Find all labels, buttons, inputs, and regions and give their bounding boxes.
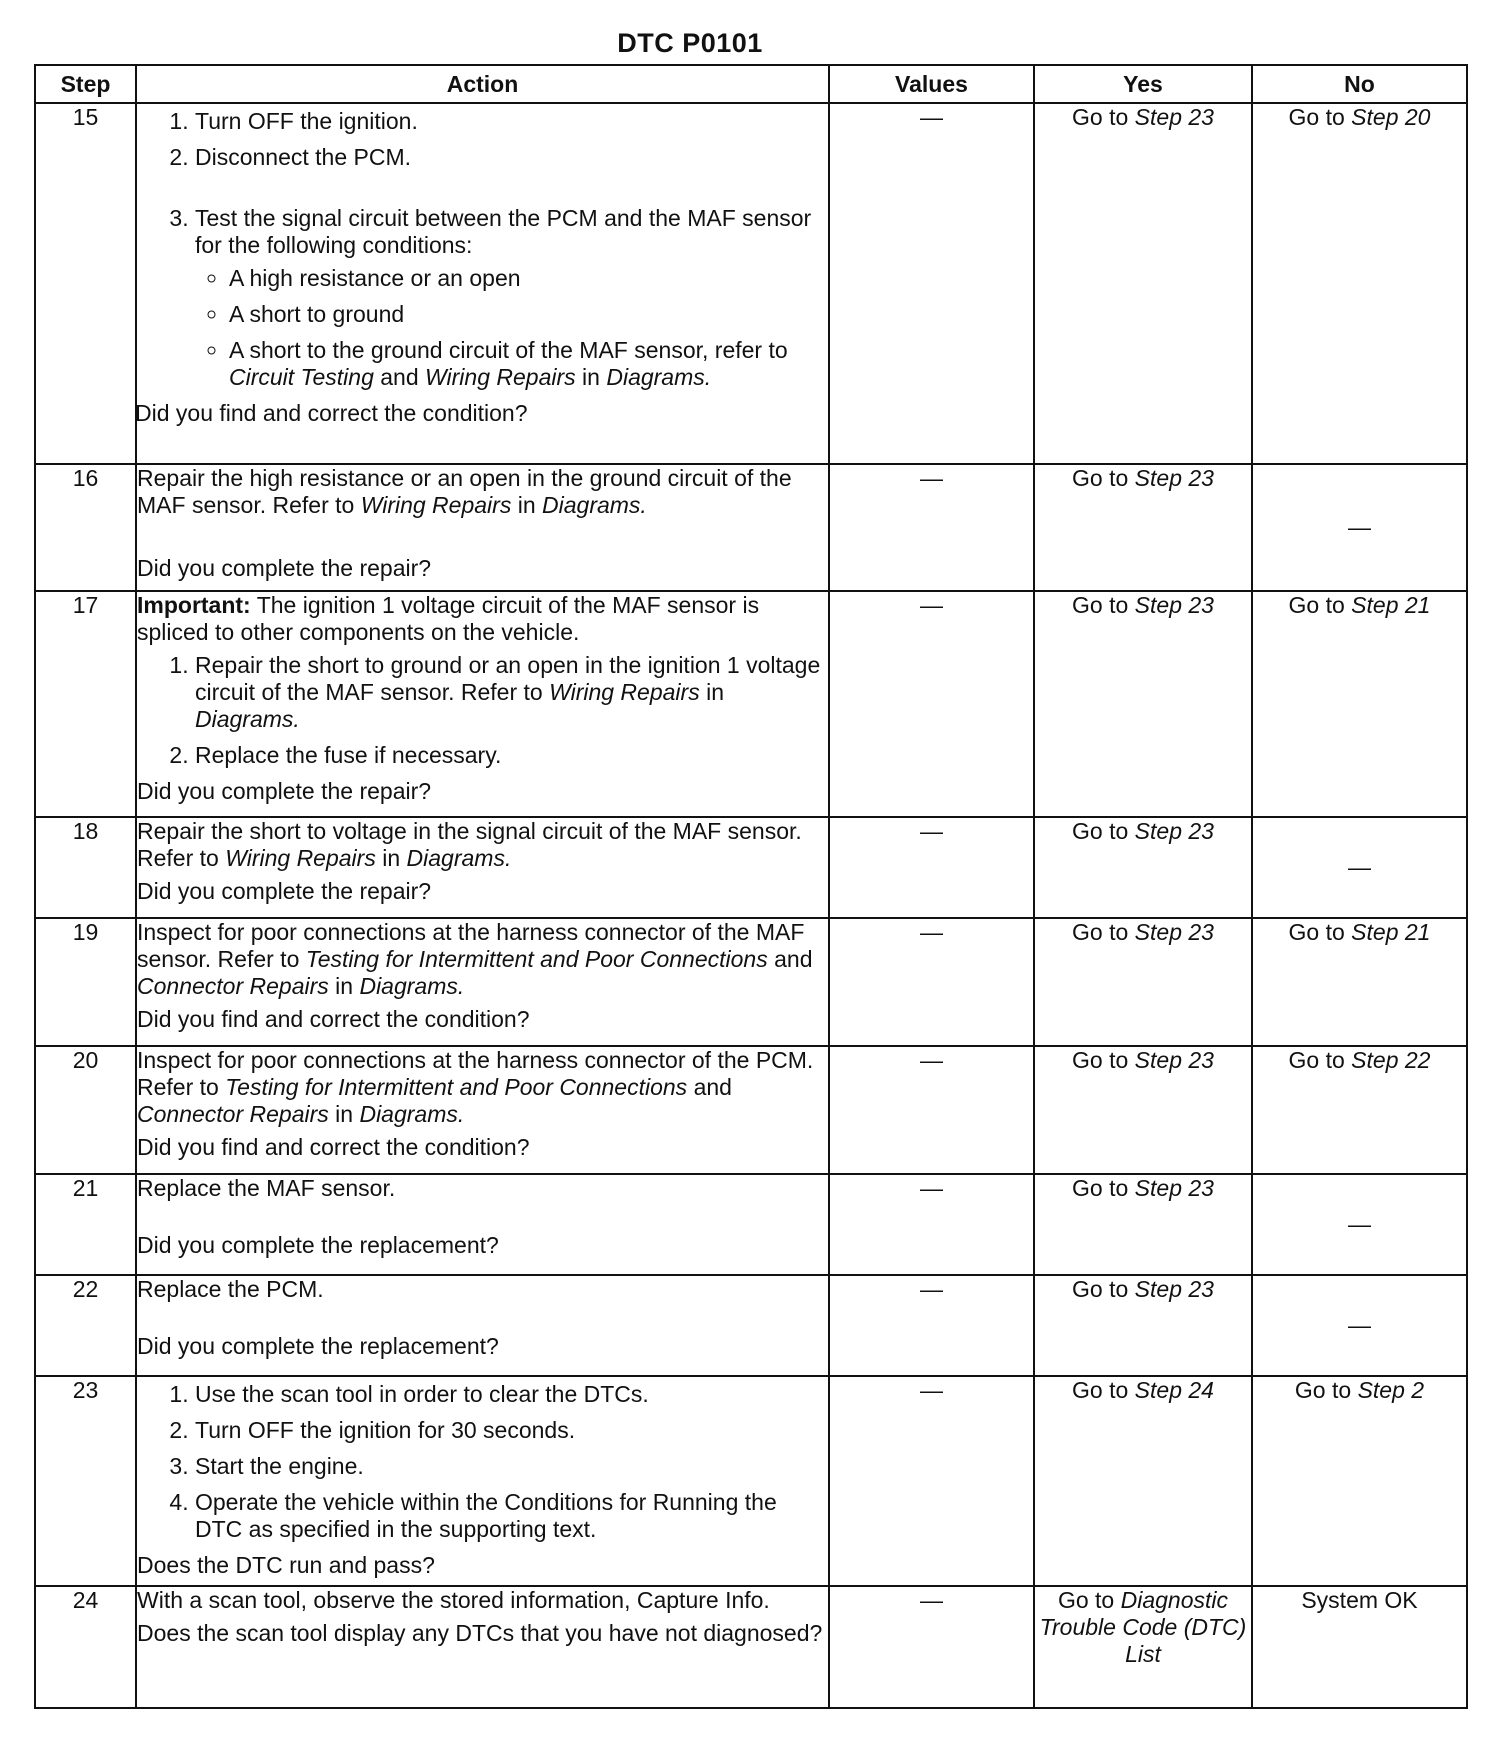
condition-ref-text: and [373, 364, 426, 390]
action-step: 4. Operate the vehicle within the Conditions for Running the DTC as specified in the supporting text. [195, 1489, 828, 1543]
step-number: 16 [35, 464, 136, 591]
action-cell [136, 103, 829, 464]
action-step: 2. Replace the fuse if necessary. [195, 742, 828, 769]
action-text-part: in [699, 679, 724, 705]
action-steps [137, 108, 828, 391]
yes-step-ref: Step 23 [1134, 104, 1214, 130]
action-text: With a scan tool, observe the stored information, Capture Info. [137, 1587, 770, 1613]
action-question: Does the scan tool display any DTCs that you have not diagnosed? [137, 1620, 823, 1646]
action-steps [137, 652, 828, 769]
step-number: 24 [35, 1586, 136, 1708]
yes-cell [1034, 1046, 1252, 1174]
action-question: Does the DTC run and pass? [137, 1552, 435, 1578]
wiring-repairs-ref: Wiring Repairs [225, 845, 376, 871]
table-row [35, 1046, 1467, 1174]
yes-step-ref: Step 23 [1134, 1276, 1214, 1302]
action-step [195, 652, 828, 733]
yes-prefix: Go to [1072, 818, 1135, 844]
no-step-ref: Step 2 [1357, 1377, 1425, 1403]
action-cell [136, 918, 829, 1046]
action-steps [137, 1381, 828, 1543]
wiring-repairs-ref: Wiring Repairs [360, 492, 512, 518]
yes-cell [1034, 1586, 1252, 1708]
wiring-repairs-ref: Wiring Repairs [425, 364, 576, 390]
yes-step-ref: Step 24 [1134, 1377, 1214, 1403]
no-prefix: Go to [1288, 1047, 1352, 1073]
action-cell [136, 1586, 829, 1708]
no-step-ref: Step 22 [1351, 1047, 1431, 1073]
action-text-part: Inspect for poor connections at the harness connector of the MAF sensor. Refer to [137, 919, 805, 972]
action-text-part: in [511, 492, 543, 518]
yes-step-ref: Step 23 [1134, 818, 1214, 844]
action-step: 1. Use the scan tool in order to clear the DTCs. [195, 1381, 828, 1408]
step-number: 15 [35, 103, 136, 464]
yes-cell [1034, 591, 1252, 817]
action-text [137, 465, 828, 519]
step-number: 19 [35, 918, 136, 1046]
wiring-repairs-ref: Wiring Repairs [549, 679, 700, 705]
action-text-part: and [687, 1074, 732, 1100]
action-cell [136, 591, 829, 817]
testing-intermittent-ref: Testing for Intermittent and Poor Connections [225, 1074, 688, 1100]
values-cell: — [829, 1275, 1034, 1376]
action-step [195, 205, 828, 391]
action-question: Did you complete the repair? [137, 878, 432, 904]
condition-ref-text: refer to [714, 337, 788, 363]
yes-prefix: Go to [1072, 465, 1135, 491]
action-text: Replace the PCM. [137, 1276, 324, 1302]
table-row [35, 103, 1467, 464]
action-text [137, 818, 828, 872]
no-cell [1252, 591, 1467, 817]
condition-item: ◦ A short to ground [229, 301, 828, 328]
condition-text: A short to the ground circuit of the MAF sensor, [229, 337, 709, 363]
connector-repairs-ref: Connector Repairs [137, 1101, 329, 1127]
step-number: 23 [35, 1376, 136, 1586]
dtc-table [34, 64, 1468, 1709]
no-cell: — [1252, 1275, 1467, 1376]
yes-step-ref: Step 23 [1134, 1047, 1214, 1073]
yes-prefix: Go to [1072, 1047, 1135, 1073]
diagrams-ref: Diagrams. [195, 706, 300, 732]
no-cell [1252, 103, 1467, 464]
action-cell [136, 1275, 829, 1376]
values-cell: — [829, 918, 1034, 1046]
no-prefix: Go to [1288, 919, 1352, 945]
no-cell: — [1252, 817, 1467, 918]
values-cell: — [829, 1586, 1034, 1708]
action-text-part: in [375, 845, 407, 871]
step-number: 20 [35, 1046, 136, 1174]
important-label: Important: [137, 592, 251, 618]
no-cell: — [1252, 1174, 1467, 1275]
table-row [35, 591, 1467, 817]
no-prefix: Go to [1288, 592, 1352, 618]
step-number: 22 [35, 1275, 136, 1376]
connector-repairs-ref: Connector Repairs [137, 973, 329, 999]
table-row [35, 1586, 1467, 1708]
no-step-ref: Step 21 [1351, 592, 1431, 618]
yes-prefix: Go to [1072, 1377, 1135, 1403]
header-yes: Yes [1034, 65, 1252, 103]
values-cell: — [829, 817, 1034, 918]
yes-cell [1034, 1376, 1252, 1586]
yes-step-ref: Step 23 [1134, 1175, 1214, 1201]
yes-prefix: Go to [1072, 919, 1135, 945]
testing-intermittent-ref: Testing for Intermittent and Poor Connections [305, 946, 768, 972]
yes-step-ref: Step 23 [1134, 592, 1214, 618]
diagrams-ref: Diagrams. [359, 1101, 465, 1127]
action-question: Did you find and correct the condition? [137, 1134, 530, 1160]
action-cell [136, 464, 829, 591]
action-step-text: Test the signal circuit between the PCM and the MAF sensor for the following conditions: [195, 205, 812, 258]
action-cell [136, 817, 829, 918]
no-cell: System OK [1252, 1586, 1467, 1708]
important-text: The ignition 1 voltage circuit of the MAF sensor is spliced to other components on the vehicle. [137, 592, 760, 645]
header-values: Values [829, 65, 1034, 103]
action-question: Did you complete the replacement? [137, 1333, 499, 1359]
diagrams-ref: Diagrams. [542, 492, 647, 518]
yes-prefix: Go to [1072, 592, 1135, 618]
yes-step-ref: Step 23 [1134, 465, 1214, 491]
action-text [137, 1047, 828, 1128]
yes-cell [1034, 1174, 1252, 1275]
values-cell: — [829, 1174, 1034, 1275]
yes-step-ref: Step 23 [1134, 919, 1214, 945]
table-row [35, 1376, 1467, 1586]
yes-prefix: Go to [1057, 1587, 1121, 1613]
header-row [35, 65, 1467, 103]
no-step-ref: Step 21 [1351, 919, 1431, 945]
yes-prefix: Go to [1072, 1276, 1135, 1302]
yes-dtc-list-ref: Diagnostic Trouble Code (DTC) List [1039, 1587, 1247, 1667]
action-step: 1. Turn OFF the ignition. [195, 108, 828, 135]
action-text-part: in [328, 1101, 360, 1127]
table-row [35, 1275, 1467, 1376]
header-action: Action [136, 65, 829, 103]
yes-cell [1034, 103, 1252, 464]
diagrams-ref: Diagrams. [359, 973, 465, 999]
yes-cell [1034, 918, 1252, 1046]
action-text-part: Repair the short to voltage in the signal circuit of the MAF sensor. Refer to [137, 818, 802, 871]
step-number: 18 [35, 817, 136, 918]
condition-list [195, 265, 828, 391]
yes-cell [1034, 464, 1252, 591]
no-cell [1252, 1046, 1467, 1174]
action-step: 2. Turn OFF the ignition for 30 seconds. [195, 1417, 828, 1444]
condition-ref-text: in [575, 364, 607, 390]
action-text-part: and [767, 946, 813, 972]
yes-prefix: Go to [1072, 104, 1135, 130]
action-text-part: Repair the short to ground or an open in the ignition 1 voltage circuit of the MAF sensor. Refer to [195, 652, 821, 705]
action-text-part: in [328, 973, 360, 999]
table-row [35, 1174, 1467, 1275]
header-step: Step [35, 65, 136, 103]
step-number: 17 [35, 591, 136, 817]
action-question: Did you find and correct the condition? [135, 400, 528, 426]
action-step: 3. Start the engine. [195, 1453, 828, 1480]
action-text [137, 919, 828, 1000]
no-prefix: Go to [1294, 1377, 1358, 1403]
table-row [35, 918, 1467, 1046]
action-text: Replace the MAF sensor. [137, 1175, 396, 1201]
document-title: DTC P0101 [617, 28, 763, 58]
action-question: Did you complete the repair? [137, 555, 432, 581]
action-question: Did you find and correct the condition? [137, 1006, 530, 1032]
values-cell: — [829, 464, 1034, 591]
action-cell [136, 1046, 829, 1174]
no-prefix: Go to [1288, 104, 1352, 130]
condition-item: ◦ A high resistance or an open [229, 265, 828, 292]
action-cell [136, 1376, 829, 1586]
condition-item [229, 337, 828, 391]
diagrams-ref: Diagrams. [606, 364, 712, 390]
action-text-part: Inspect for poor connections at the harness connector of the PCM. Refer to [137, 1047, 814, 1100]
header-no: No [1252, 65, 1467, 103]
table-row [35, 464, 1467, 591]
no-cell: — [1252, 464, 1467, 591]
yes-prefix: Go to [1072, 1175, 1135, 1201]
action-text-part: Repair the high resistance or an open in the ground circuit of the MAF sensor. Refer to [137, 465, 792, 518]
values-cell: — [829, 103, 1034, 464]
yes-cell [1034, 1275, 1252, 1376]
values-cell: — [829, 591, 1034, 817]
action-cell [136, 1174, 829, 1275]
action-step: 2. Disconnect the PCM. [195, 144, 828, 171]
action-question: Did you complete the replacement? [137, 1232, 499, 1258]
yes-cell [1034, 817, 1252, 918]
values-cell: — [829, 1046, 1034, 1174]
step-number: 21 [35, 1174, 136, 1275]
action-question: Did you complete the repair? [137, 778, 432, 804]
no-step-ref: Step 20 [1351, 104, 1431, 130]
diagrams-ref: Diagrams. [406, 845, 512, 871]
important-note [137, 592, 828, 646]
table-row [35, 817, 1467, 918]
no-cell [1252, 1376, 1467, 1586]
circuit-testing-ref: Circuit Testing [229, 364, 374, 390]
values-cell: — [829, 1376, 1034, 1586]
no-cell [1252, 918, 1467, 1046]
